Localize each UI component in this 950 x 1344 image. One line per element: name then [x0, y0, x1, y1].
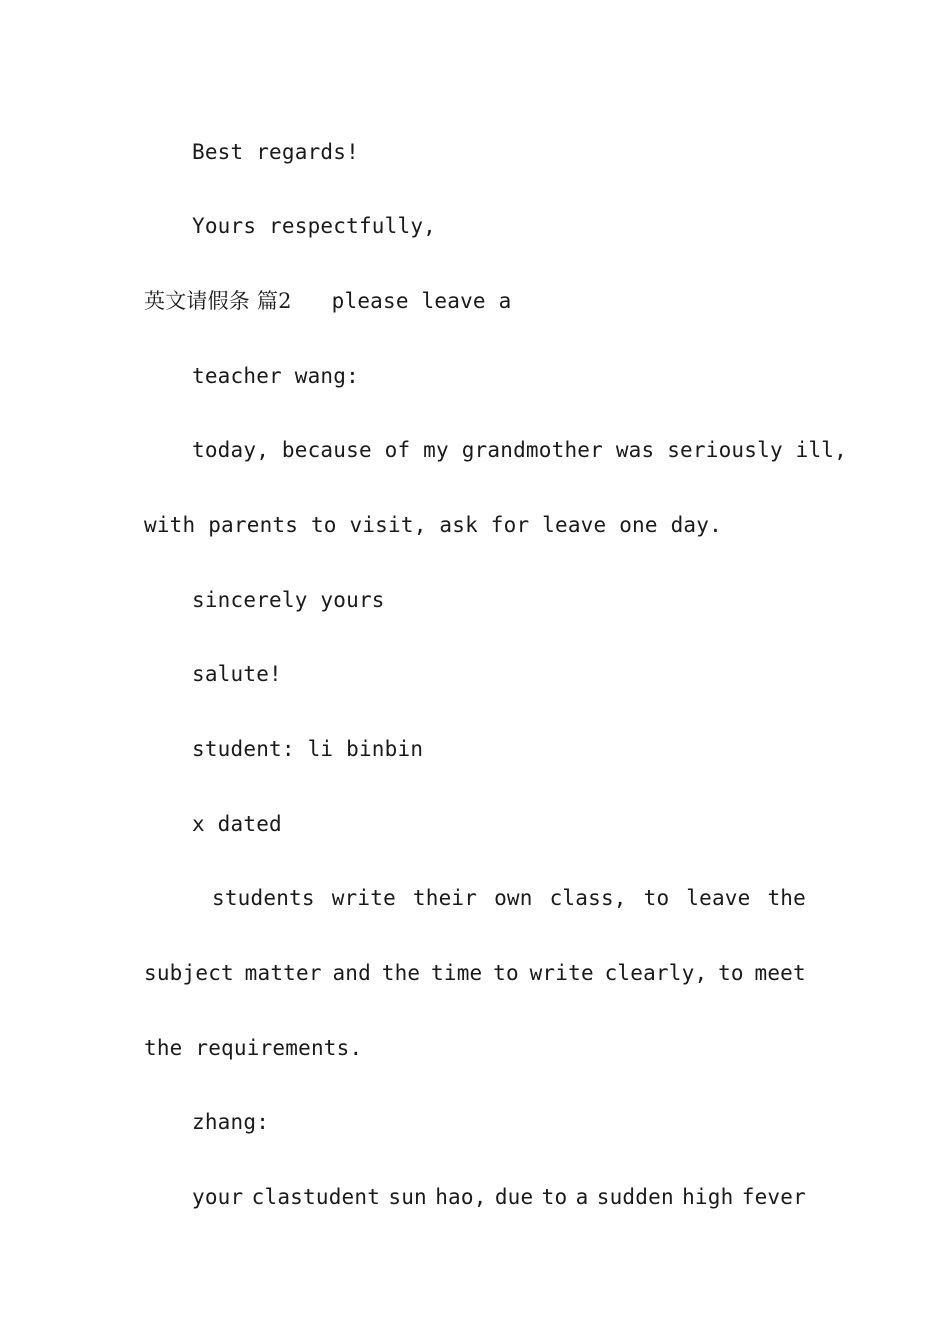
closing-best-regards: Best regards! — [192, 140, 359, 164]
instruction-line-2 — [144, 959, 806, 987]
signature-student: student: li binbin — [192, 737, 424, 761]
word: to — [541, 1185, 568, 1209]
section-heading-cn: 英文请假条 篇2 — [144, 289, 292, 313]
word: sudden — [596, 1185, 674, 1209]
word: due — [494, 1185, 534, 1209]
salutation-zhang: zhang: — [192, 1110, 270, 1134]
section-heading — [144, 287, 808, 315]
section-heading-en: please leave a — [331, 289, 512, 313]
word: their — [412, 886, 478, 910]
word: a — [575, 1185, 589, 1209]
word: to — [643, 886, 670, 910]
word: fever — [741, 1185, 806, 1209]
word: hao, — [435, 1185, 487, 1209]
closing-salute: salute! — [192, 662, 282, 686]
closing-yours-respectfully: Yours respectfully, — [192, 214, 437, 238]
word: the — [767, 886, 806, 910]
body-line-sun-hao — [192, 1183, 806, 1211]
word: high — [682, 1185, 734, 1209]
word: class, — [549, 886, 627, 910]
body-line-1: today, because of my grandmother was seriously ill, — [192, 438, 847, 462]
closing-sincerely: sincerely yours — [192, 588, 385, 612]
word: students — [212, 886, 315, 910]
word: your — [192, 1185, 244, 1209]
word: subject — [144, 961, 234, 985]
word: to — [718, 961, 744, 985]
word: matter — [244, 961, 322, 985]
word: time — [431, 961, 483, 985]
word: write — [529, 961, 594, 985]
word: leave — [686, 886, 751, 910]
word: clastudent — [251, 1185, 381, 1209]
word: sun — [388, 1185, 427, 1209]
word: to — [493, 961, 519, 985]
word: own — [494, 886, 533, 910]
word: and — [332, 961, 371, 985]
word: write — [331, 886, 396, 910]
body-line-2: with parents to visit, ask for leave one day. — [144, 513, 722, 537]
word: the — [381, 961, 421, 985]
instruction-line-3: the requirements. — [144, 1036, 363, 1060]
word: meet — [754, 961, 806, 985]
word: clearly, — [604, 961, 708, 985]
date-line: x dated — [192, 812, 282, 836]
instruction-line-1 — [212, 884, 806, 912]
salutation-teacher: teacher wang: — [192, 364, 359, 388]
